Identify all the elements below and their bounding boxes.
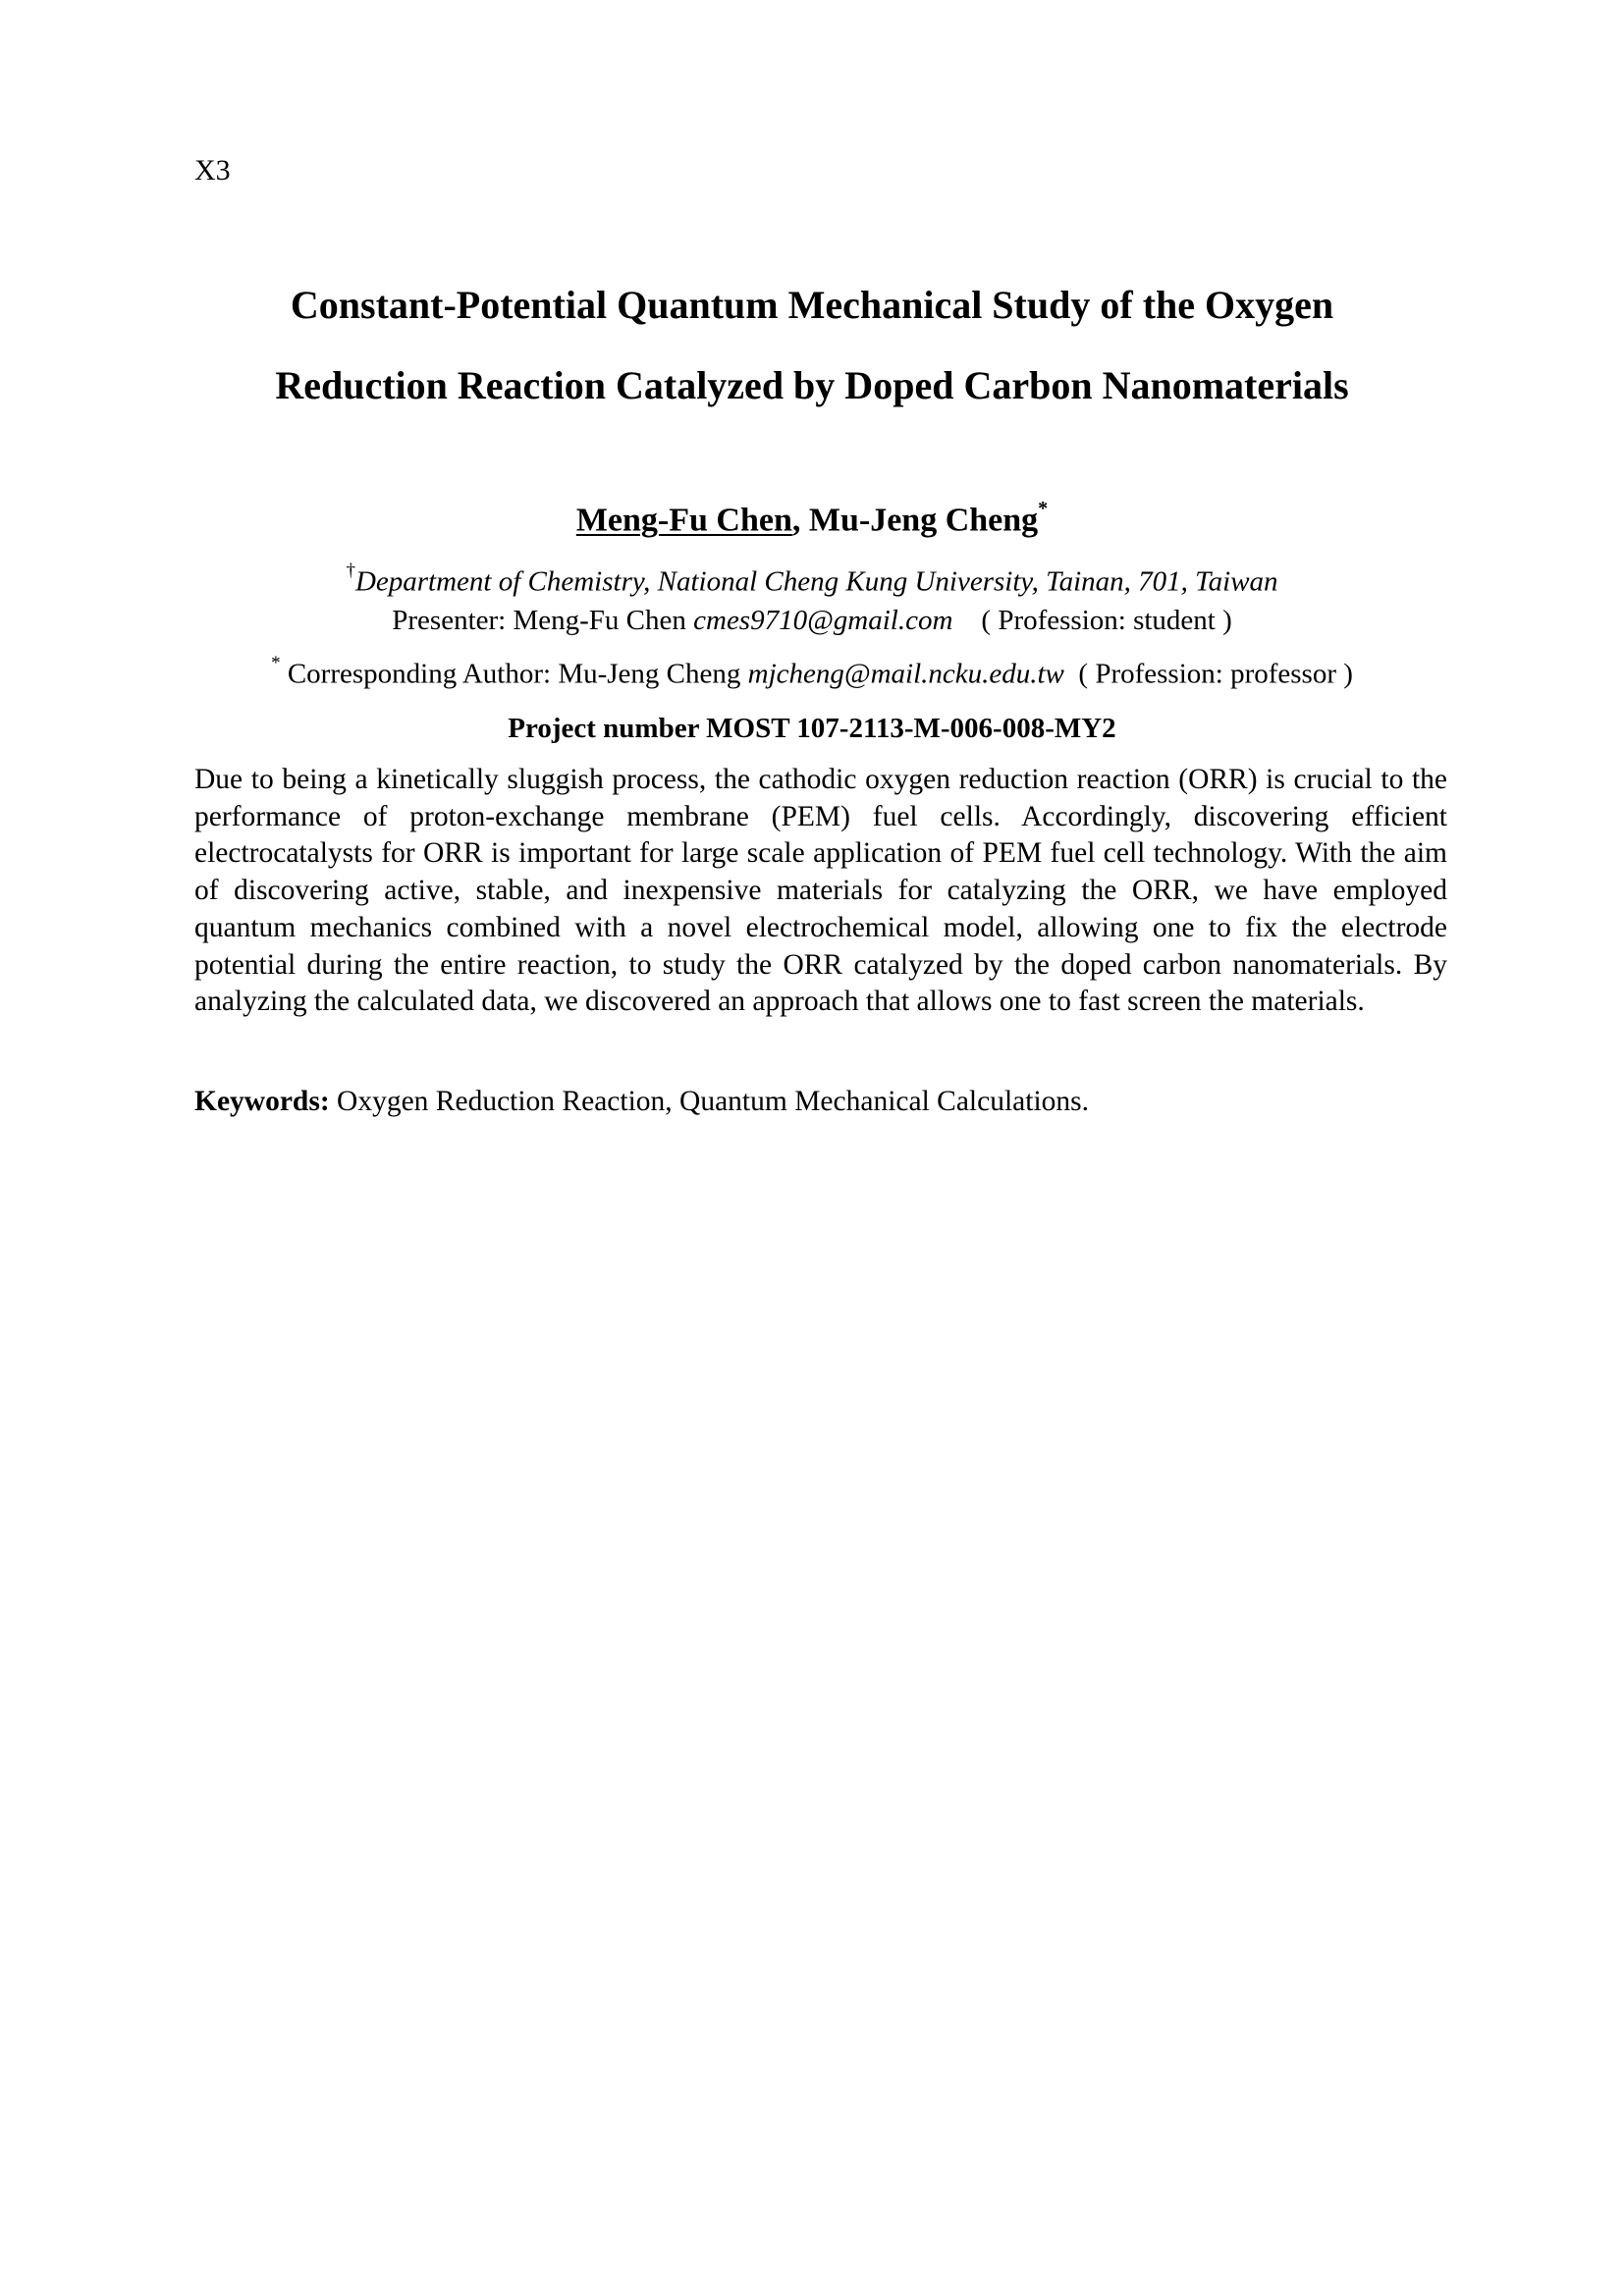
presenter-label: Presenter: Meng-Fu Chen [392,605,694,636]
presenter-author-name: Meng-Fu Chen [575,502,792,539]
presenter-profession: ( Profession: student ) [952,605,1232,636]
title-line-1: Constant-Potential Quantum Mechanical Study of the Oxygen [290,283,1334,327]
title-line-2: Reduction Reaction Catalyzed by Doped Carbon Nanomaterials [275,363,1349,407]
author-list [157,493,1467,540]
corresponding-line [157,650,1467,692]
project-number: Project number MOST 107-2113-M-006-008-MY2 [508,713,1116,744]
presenter-email: cmes9710@gmail.com [693,605,953,636]
keywords-text: Oxygen Reduction Reaction, Quantum Mechanical Calculations. [329,1086,1090,1117]
paper-title [157,265,1467,426]
affiliation-text: Department of Chemistry, National Cheng Kung University, Tainan, 701, Taiwan [354,565,1278,598]
abstract-text: Due to being a kinetically sluggish process, the cathodic oxygen reduction reaction (ORR) is crucial to the performance of proton-exchange membrane (PEM) fuel cells. Accordingly, discovering efficient electrocatalysts for ORR is important for large scale application of PEM fuel cell technology. With the aim of discovering active, stable, and inexpensive materials for catalyzing the ORR, we have employed quantum mechanics combined with a novel electrochemical model, allowing one to fix the electrode potential during the entire reaction, to study the ORR catalyzed by the doped carbon nanomaterials. By analyzing the calculated data, we discovered an approach that allows one to fast screen the materials. [194,764,1447,1018]
corresponding-mark: * [1038,498,1049,519]
keywords [194,1084,1447,1120]
author-separator: , [791,502,809,539]
corresponding-author-name: Mu-Jeng Cheng [808,502,1039,539]
affiliation-mark: † [346,561,355,581]
corresponding-line-mark: * [271,653,281,673]
corresponding-profession: ( Profession: professor ) [1063,658,1353,690]
corresponding-email: mjcheng@mail.ncku.edu.tw [747,658,1064,690]
presenter-line [157,603,1467,638]
keywords-label: Keywords: [194,1086,330,1117]
page-label: X3 [194,154,231,187]
corresponding-label: Corresponding Author: Mu-Jeng Cheng [280,658,748,690]
affiliation [157,558,1467,600]
